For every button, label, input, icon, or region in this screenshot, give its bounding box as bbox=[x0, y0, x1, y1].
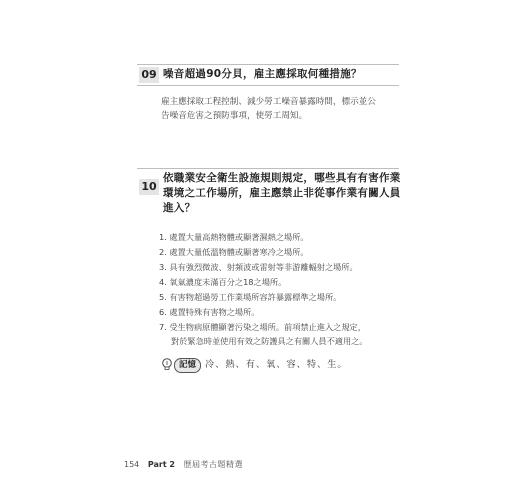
question-line: 進入？ bbox=[163, 202, 196, 214]
lightbulb-icon bbox=[161, 358, 173, 371]
section-title: 歷屆考古題精選 bbox=[183, 460, 244, 469]
part-label: Part 2 bbox=[147, 460, 175, 469]
question-line: 環境之工作場所，雇主應禁止非從事作業有關人員 bbox=[163, 187, 401, 199]
memory-text: 冷、熱、有、氧、容、特、生。 bbox=[205, 359, 348, 370]
memory-tip bbox=[161, 357, 399, 373]
list-item: 3. 具有強烈微波、射頻波或雷射等非游離輻射之場所。 bbox=[159, 262, 358, 272]
page-footer bbox=[124, 459, 243, 470]
question-text bbox=[163, 171, 399, 216]
question-text: 噪音超過90分貝，雇主應採取何種措施？ bbox=[163, 68, 362, 80]
answer-line: 告噪音危害之預防事項，使勞工周知。 bbox=[161, 111, 308, 121]
answer-list bbox=[159, 230, 399, 348]
list-item-line: 對於緊急時並使用有效之防護具之有關人員不適用之。 bbox=[171, 336, 368, 346]
list-item: 2. 處置大量低溫物體或顯著寒冷之場所。 bbox=[159, 247, 309, 257]
list-item: 1. 處置大量高熱物體或顯著濕熱之場所。 bbox=[159, 232, 309, 242]
question-number: 10 bbox=[139, 179, 159, 195]
list-item: 5. 有害物超過勞工作業場所容許暴露標準之場所。 bbox=[159, 292, 342, 302]
answer-line: 雇主應採取工程控制、減少勞工噪音暴露時間，標示並公 bbox=[161, 97, 376, 107]
list-item: 4. 氧氣濃度未滿百分之18之場所。 bbox=[159, 277, 287, 287]
list-item: 6. 處置特殊有害物之場所。 bbox=[159, 307, 260, 317]
list-item-line: 7. 受生物病原體顯著污染之場所。前項禁止進入之規定， bbox=[159, 322, 366, 332]
question-header bbox=[137, 168, 399, 217]
memory-label: 記憶 bbox=[174, 358, 201, 373]
answer-text bbox=[161, 95, 397, 123]
question-header bbox=[137, 64, 399, 86]
question-number: 09 bbox=[139, 67, 159, 83]
question-line: 依職業安全衛生設施規則規定，哪些具有有害作業 bbox=[163, 172, 401, 184]
list-item bbox=[159, 320, 399, 348]
page-number: 154 bbox=[124, 460, 140, 469]
